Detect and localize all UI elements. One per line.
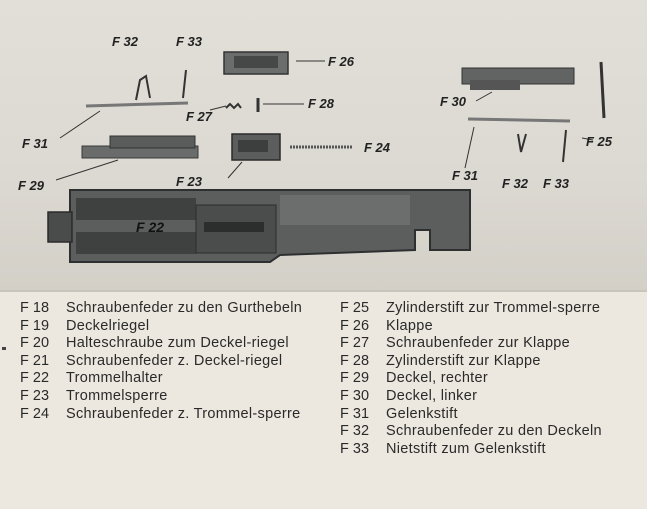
part-code: F 20	[20, 335, 50, 352]
part-code: F 32	[340, 423, 370, 440]
label-f32: F 32	[112, 34, 139, 49]
label-f23: F 23	[176, 174, 203, 189]
part-code: F 24	[20, 405, 50, 422]
part-description: Halteschraube zum Deckel-riegel	[66, 335, 289, 352]
part-code: F 30	[340, 387, 370, 404]
part-code: F 18	[20, 300, 50, 316]
legend-entry	[340, 353, 640, 371]
part-description: Schraubenfeder zu den Deckeln	[386, 423, 602, 440]
part-code: F 23	[20, 387, 50, 404]
label-f31-right: F 31	[452, 168, 479, 183]
cover-spring-part-2	[518, 134, 526, 152]
part-code: F 27	[340, 335, 370, 352]
part-description: Deckelriegel	[66, 317, 150, 334]
part-code: F 22	[20, 370, 50, 387]
legend-entry	[340, 388, 640, 406]
cover-spring-part	[136, 76, 150, 100]
part-code: F 19	[20, 317, 50, 334]
drum-lock-part	[232, 134, 280, 160]
right-cover-part	[82, 136, 198, 158]
drum-holder-part	[48, 190, 470, 262]
part-description: Schraubenfeder zu den Gurthebeln	[66, 300, 303, 316]
cylinder-pin-part	[601, 62, 604, 118]
part-code: F 33	[340, 440, 370, 457]
part-description: Zylinderstift zur Klappe	[386, 352, 541, 369]
legend-entry	[340, 318, 640, 336]
label-f31: F 31	[22, 136, 49, 151]
part-code: F 21	[20, 352, 50, 369]
part-description: Gelenkstift	[386, 405, 458, 422]
label-f30: F 30	[440, 94, 467, 109]
legend-column-right	[340, 300, 640, 458]
part-code: F 29	[340, 370, 370, 387]
legend-entry	[340, 370, 640, 388]
hinge-pin-part-2	[468, 119, 570, 121]
label-f22: F 22	[136, 219, 165, 235]
label-f33-right: F 33	[543, 176, 570, 191]
label-f27: F 27	[186, 109, 213, 124]
part-description: Deckel, linker	[386, 387, 478, 404]
legend-entry	[20, 406, 325, 424]
legend-entry	[20, 353, 325, 371]
legend-entry	[20, 300, 325, 318]
rivet-pin-part	[183, 70, 186, 98]
label-f32-right: F 32	[502, 176, 529, 191]
label-f25: F 25	[586, 134, 613, 149]
flap-part	[224, 52, 288, 74]
label-f24: F 24	[364, 140, 391, 155]
part-description: Schraubenfeder z. Deckel-riegel	[66, 352, 283, 369]
legend-entry	[340, 406, 640, 424]
legend-entry	[340, 423, 640, 441]
part-description: Schraubenfeder zur Klappe	[386, 335, 571, 352]
part-code: F 26	[340, 317, 370, 334]
legend-entry	[20, 388, 325, 406]
label-f26: F 26	[328, 54, 355, 69]
part-description: Zylinderstift zur Trommel-sperre	[386, 300, 601, 316]
part-description: Nietstift zum Gelenkstift	[386, 440, 546, 457]
rivet-pin-part-2	[563, 130, 566, 162]
part-code: F 31	[340, 405, 370, 422]
part-description: Trommelhalter	[66, 370, 163, 387]
part-description: Schraubenfeder z. Trommel-sperre	[66, 405, 301, 422]
label-f29: F 29	[18, 178, 45, 193]
left-cover-part	[462, 68, 574, 90]
parts-legend	[0, 292, 647, 509]
part-description: Deckel, rechter	[386, 370, 489, 387]
legend-entry	[20, 370, 325, 388]
legend-entry	[20, 335, 325, 353]
label-f28: F 28	[308, 96, 335, 111]
label-f33: F 33	[176, 34, 203, 49]
legend-entry	[340, 300, 640, 318]
part-code: F 28	[340, 352, 370, 369]
legend-entry	[20, 318, 325, 336]
margin-mark	[2, 347, 6, 350]
hinge-pin-part	[86, 103, 188, 106]
legend-entry	[340, 335, 640, 353]
part-description: Trommelsperre	[66, 387, 168, 404]
flap-spring-part	[226, 104, 241, 108]
part-description: Klappe	[386, 317, 433, 334]
legend-entry	[340, 441, 640, 459]
legend-column-left	[20, 300, 325, 423]
part-code: F 25	[340, 300, 370, 316]
